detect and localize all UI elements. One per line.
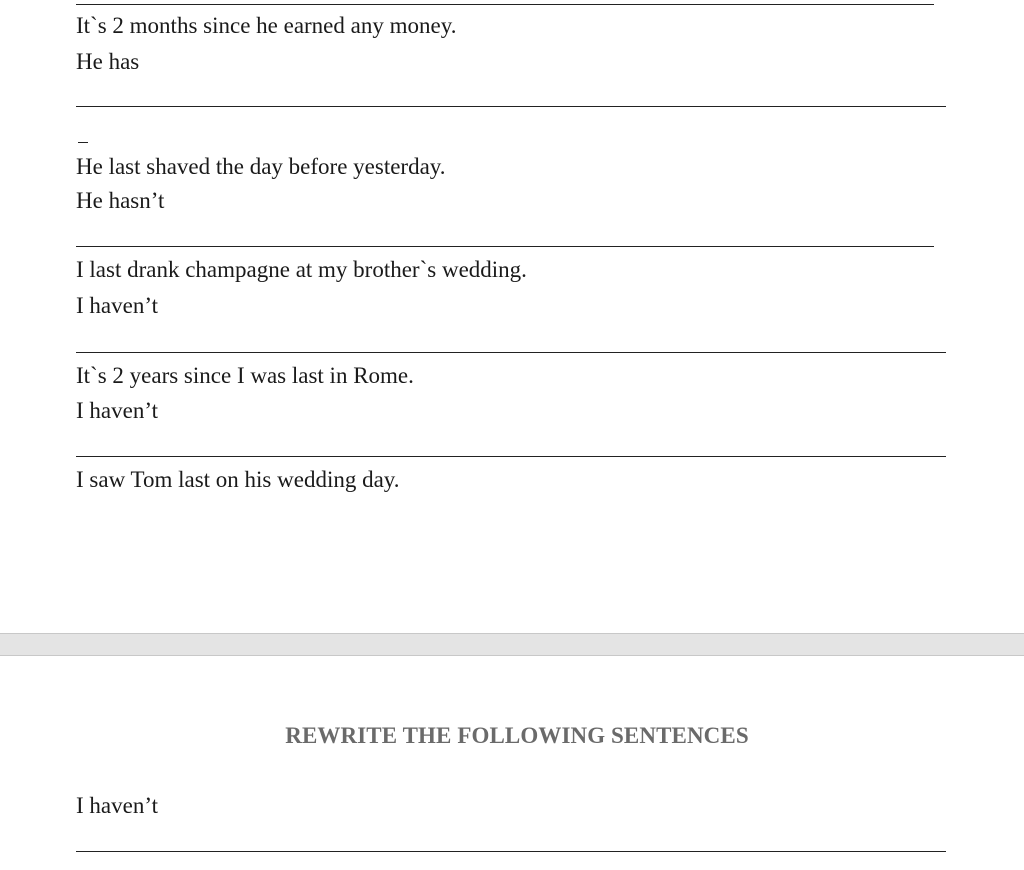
answer-line[interactable] [76, 106, 946, 107]
exercise-prompt: I haven’t [76, 398, 158, 423]
exercise-sentence: He last shaved the day before yesterday. [76, 154, 446, 179]
page-break [0, 633, 1024, 656]
answer-line [76, 4, 934, 5]
section-heading: REWRITE THE FOLLOWING SENTENCES [285, 723, 749, 748]
answer-line[interactable] [76, 851, 946, 852]
exercise-prompt: He has [76, 49, 140, 74]
stray-underscore [78, 142, 88, 143]
answer-line[interactable] [76, 352, 946, 353]
document-page-2 [0, 656, 1024, 870]
exercise-prompt: He hasn’t [76, 188, 165, 213]
exercise-sentence: I last drank champagne at my brother`s wedding. [76, 257, 527, 282]
exercise-sentence: It`s 2 years since I was last in Rome. [76, 363, 414, 388]
exercise-sentence: It`s 2 months since he earned any money. [76, 13, 457, 38]
answer-line[interactable] [76, 456, 946, 457]
exercise-prompt: I haven’t [76, 793, 158, 818]
answer-line[interactable] [76, 246, 934, 247]
exercise-prompt: I haven’t [76, 293, 158, 318]
exercise-sentence: I saw Tom last on his wedding day. [76, 467, 400, 492]
